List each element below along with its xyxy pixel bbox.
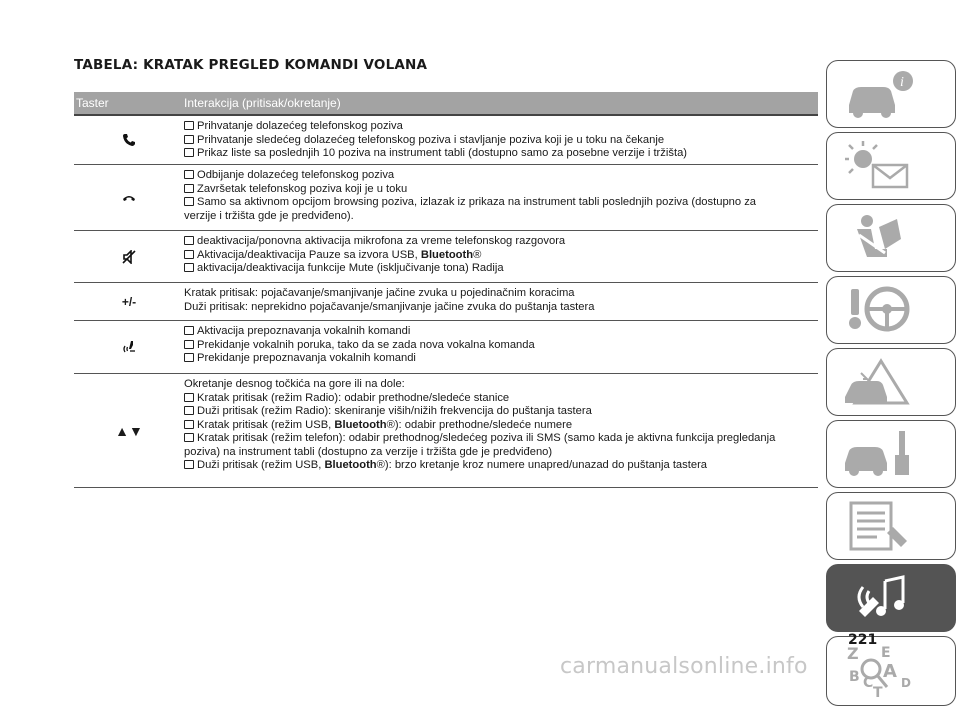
index-letter: Z [847,644,859,663]
list-item: Aktivacija prepoznavanja vokalnih komandi [184,325,818,339]
index-icon [841,641,921,701]
list-item: Okretanje desnog točkića na gore ili na dole: [184,378,405,390]
list-item: Duži pritisak (režim Radio): skeniranje viših/nižih frekvencija do puštanja tastera [184,405,818,419]
list-item-continuation: verzije i tržišta gde je predviđeno). [184,209,354,222]
watermark: carmanualsonline.info [560,654,808,679]
tab-car-info[interactable] [826,60,956,128]
list-item: Prikaz liste sa poslednjih 10 poziva na instrument tabli (dostupno samo za posebne verzije i tržišta) [184,147,818,161]
seat-airbag-icon [841,209,921,267]
multimedia-icon [841,569,921,627]
index-letter: D [901,676,911,690]
commands-table [74,92,818,488]
warning-lights-icon [841,137,921,195]
list-item: Aktivacija/deaktivacija Pauze sa izvora USB, Bluetooth® [184,249,818,263]
table-row [74,231,818,283]
index-letter: A [883,661,897,682]
index-letter: B [849,669,860,685]
voice-command-icon [74,321,184,373]
list-item: Samo sa aktivnom opcijom browsing poziva, izlazak iz prikaza na instrument tabli poslednjih poziva (dostupno za [184,196,818,210]
list-item: Prekidanje vokalnih poruka, tako da se zada nova vokalna komanda [184,339,818,353]
tab-specifications[interactable] [826,492,956,560]
header-taster: Taster [76,96,109,110]
page-number: 221 [848,632,878,648]
tab-multimedia[interactable] [826,564,956,632]
list-item: Prihvatanje dolazećeg telefonskog poziva [184,120,818,134]
list-item: Prihvatanje sledećeg dolazećeg telefonskog poziva i stavljanje poziva koji je u toku na čekanje [184,134,818,148]
index-letter: T [873,685,883,701]
tab-emergency[interactable] [826,348,956,416]
list-item: Završetak telefonskog poziva koji je u toku [184,183,818,197]
table-row [74,165,818,231]
header-interakcija: Interakcija (pritisak/okretanje) [184,96,341,110]
list-item: aktivacija/deaktivacija funkcije Mute (isključivanje tona) Radija [184,262,818,276]
tab-warning-lights[interactable] [826,132,956,200]
svg-text:i: i [900,75,904,90]
list-item-continuation: poziva) na instrument tabli (dostupno za verzije i tržišta gde je predviđeno) [184,445,553,458]
list-item: Kratak pritisak (režim Radio): odabir prethodne/sledeće stanice [184,392,818,406]
list-item: Duži pritisak: neprekidno pojačavanje/smanjivanje jačine zvuka do puštanja tastera [184,300,595,313]
mute-icon [74,231,184,282]
index-letter: E [881,645,891,661]
emergency-triangle-icon [841,353,921,411]
table-row [74,283,818,321]
specifications-icon [841,497,921,555]
list-item: Odbijanje dolazećeg telefonskog poziva [184,169,818,183]
tab-car-maintenance[interactable] [826,420,956,488]
list-item: deaktivacija/ponovna aktivacija mikrofona za vreme telefonskog razgovora [184,235,818,249]
list-item: Prekidanje prepoznavanja vokalnih komandi [184,352,818,366]
phone-answer-icon [74,116,184,164]
phone-hangup-icon [74,165,184,230]
list-item: Kratak pritisak (režim USB, Bluetooth®): odabir prethodne/sledeće numere [184,419,818,433]
car-maintenance-icon [841,425,921,483]
up-down-arrows: ▲▼ [115,422,143,439]
table-row [74,116,818,165]
car-info-icon [841,65,921,123]
list-item: Kratak pritisak (režim telefon): odabir prethodnog/sledećeg poziva ili SMS (samo kada je aktivna funkcija pregledanja [184,432,818,446]
list-item: Duži pritisak (režim USB, Bluetooth®): brzo kretanje kroz numere unapred/unazad do puštanja tastera [184,459,818,473]
tab-steering-key[interactable] [826,276,956,344]
tab-index[interactable] [826,636,956,706]
list-item: Kratak pritisak: pojačavanje/smanjivanje jačine zvuka u pojedinačnim koracima [184,287,575,299]
table-row [74,321,818,374]
table-row [74,374,818,488]
table-header [74,92,818,116]
page-title: TABELA: KRATAK PREGLED KOMANDI VOLANA [74,57,428,73]
index-letter: C [863,675,874,691]
volume-symbol: +/- [121,294,137,309]
steering-key-icon [841,281,921,339]
tab-seat-airbag[interactable] [826,204,956,272]
